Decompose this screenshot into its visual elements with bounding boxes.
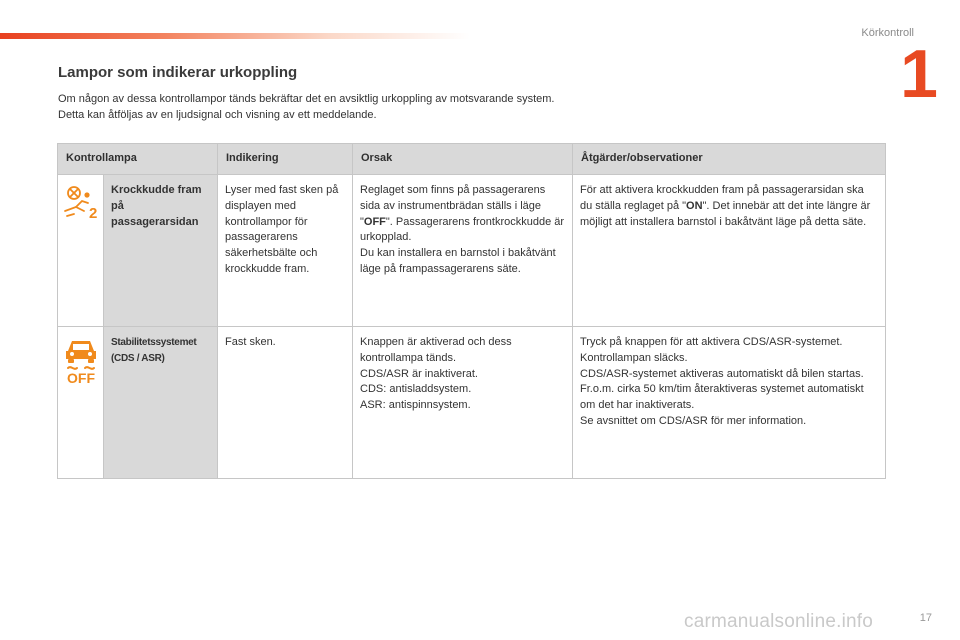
- lamp-name: Stabilitetssystemet (CDS / ASR): [104, 327, 218, 479]
- table-header-row: [58, 144, 886, 175]
- lamp-icon-cell: [58, 327, 104, 479]
- intro-line-2: Detta kan åtföljas av en ljudsignal och visning av ett meddelande.: [58, 109, 377, 121]
- intro-text: [58, 91, 758, 123]
- watermark: carmanualsonline.info: [684, 611, 874, 632]
- header-orsak: Orsak: [353, 144, 573, 175]
- table-row: [58, 327, 886, 479]
- on-label: ON: [686, 199, 703, 212]
- header-atgarder: Åtgärder/observationer: [573, 144, 886, 175]
- header-indikering: Indikering: [218, 144, 353, 175]
- top-accent-bar: [0, 33, 470, 39]
- lamp-icon-cell: [58, 175, 104, 327]
- warning-lamps-table: [57, 143, 886, 479]
- indication-cell: Fast sken.: [218, 327, 353, 479]
- indication-cell: Lyser med fast sken på displayen med kontrollampor för passagerarens säkerhetsbälte och krockkudde fram.: [218, 175, 353, 327]
- esp-off-icon: [62, 337, 100, 385]
- intro-line-1: Om någon av dessa kontrollampor tänds bekräftar det en avsiktlig urkoppling av motsvarande system.: [58, 93, 555, 105]
- cause-cell: Knappen är aktiverad och dess kontrollampa tänds. CDS/ASR är inaktiverat. CDS: antisladdsystem. ASR: antispinnsystem.: [353, 327, 573, 479]
- table-row: [58, 175, 886, 327]
- svg-text:2: 2: [88, 205, 97, 221]
- header-kontrollampa: Kontrollampa: [58, 144, 218, 175]
- svg-text:OFF: OFF: [66, 370, 95, 385]
- chapter-label: Körkontroll: [861, 27, 914, 39]
- page-number: 17: [919, 612, 932, 624]
- off-label: OFF: [363, 215, 386, 228]
- cause-cell: Reglaget som finns på passagerarens sida av instrumentbrädan ställs i läge "OFF". Passagerarens frontkrockkudde är urkopplad. Du kan installera en barnstol i bakåtvänt läge på frampassagerarens säte.: [353, 175, 573, 327]
- lamp-name: Krockkudde fram på passagerarsidan: [104, 175, 218, 327]
- section-title: Lampor som indikerar urkoppling: [58, 64, 298, 81]
- airbag-off-icon: [62, 185, 100, 221]
- action-cell: För att aktivera krockkudden fram på passagerarsidan ska du ställa reglaget på "ON". Det innebär att det inte längre är möjligt att installera barnstol i bakåtvänt läge på detta säte.: [573, 175, 886, 327]
- action-cell: Tryck på knappen för att aktivera CDS/ASR-systemet. Kontrollampan släcks. CDS/ASR-systemet aktiveras automatiskt då bilen startas. Fr.o.m. cirka 50 km/tim återaktiveras systemet automatiskt om det har inaktiverats. Se avsnittet om CDS/ASR för mer information.: [573, 327, 886, 479]
- chapter-number: 1: [900, 36, 938, 112]
